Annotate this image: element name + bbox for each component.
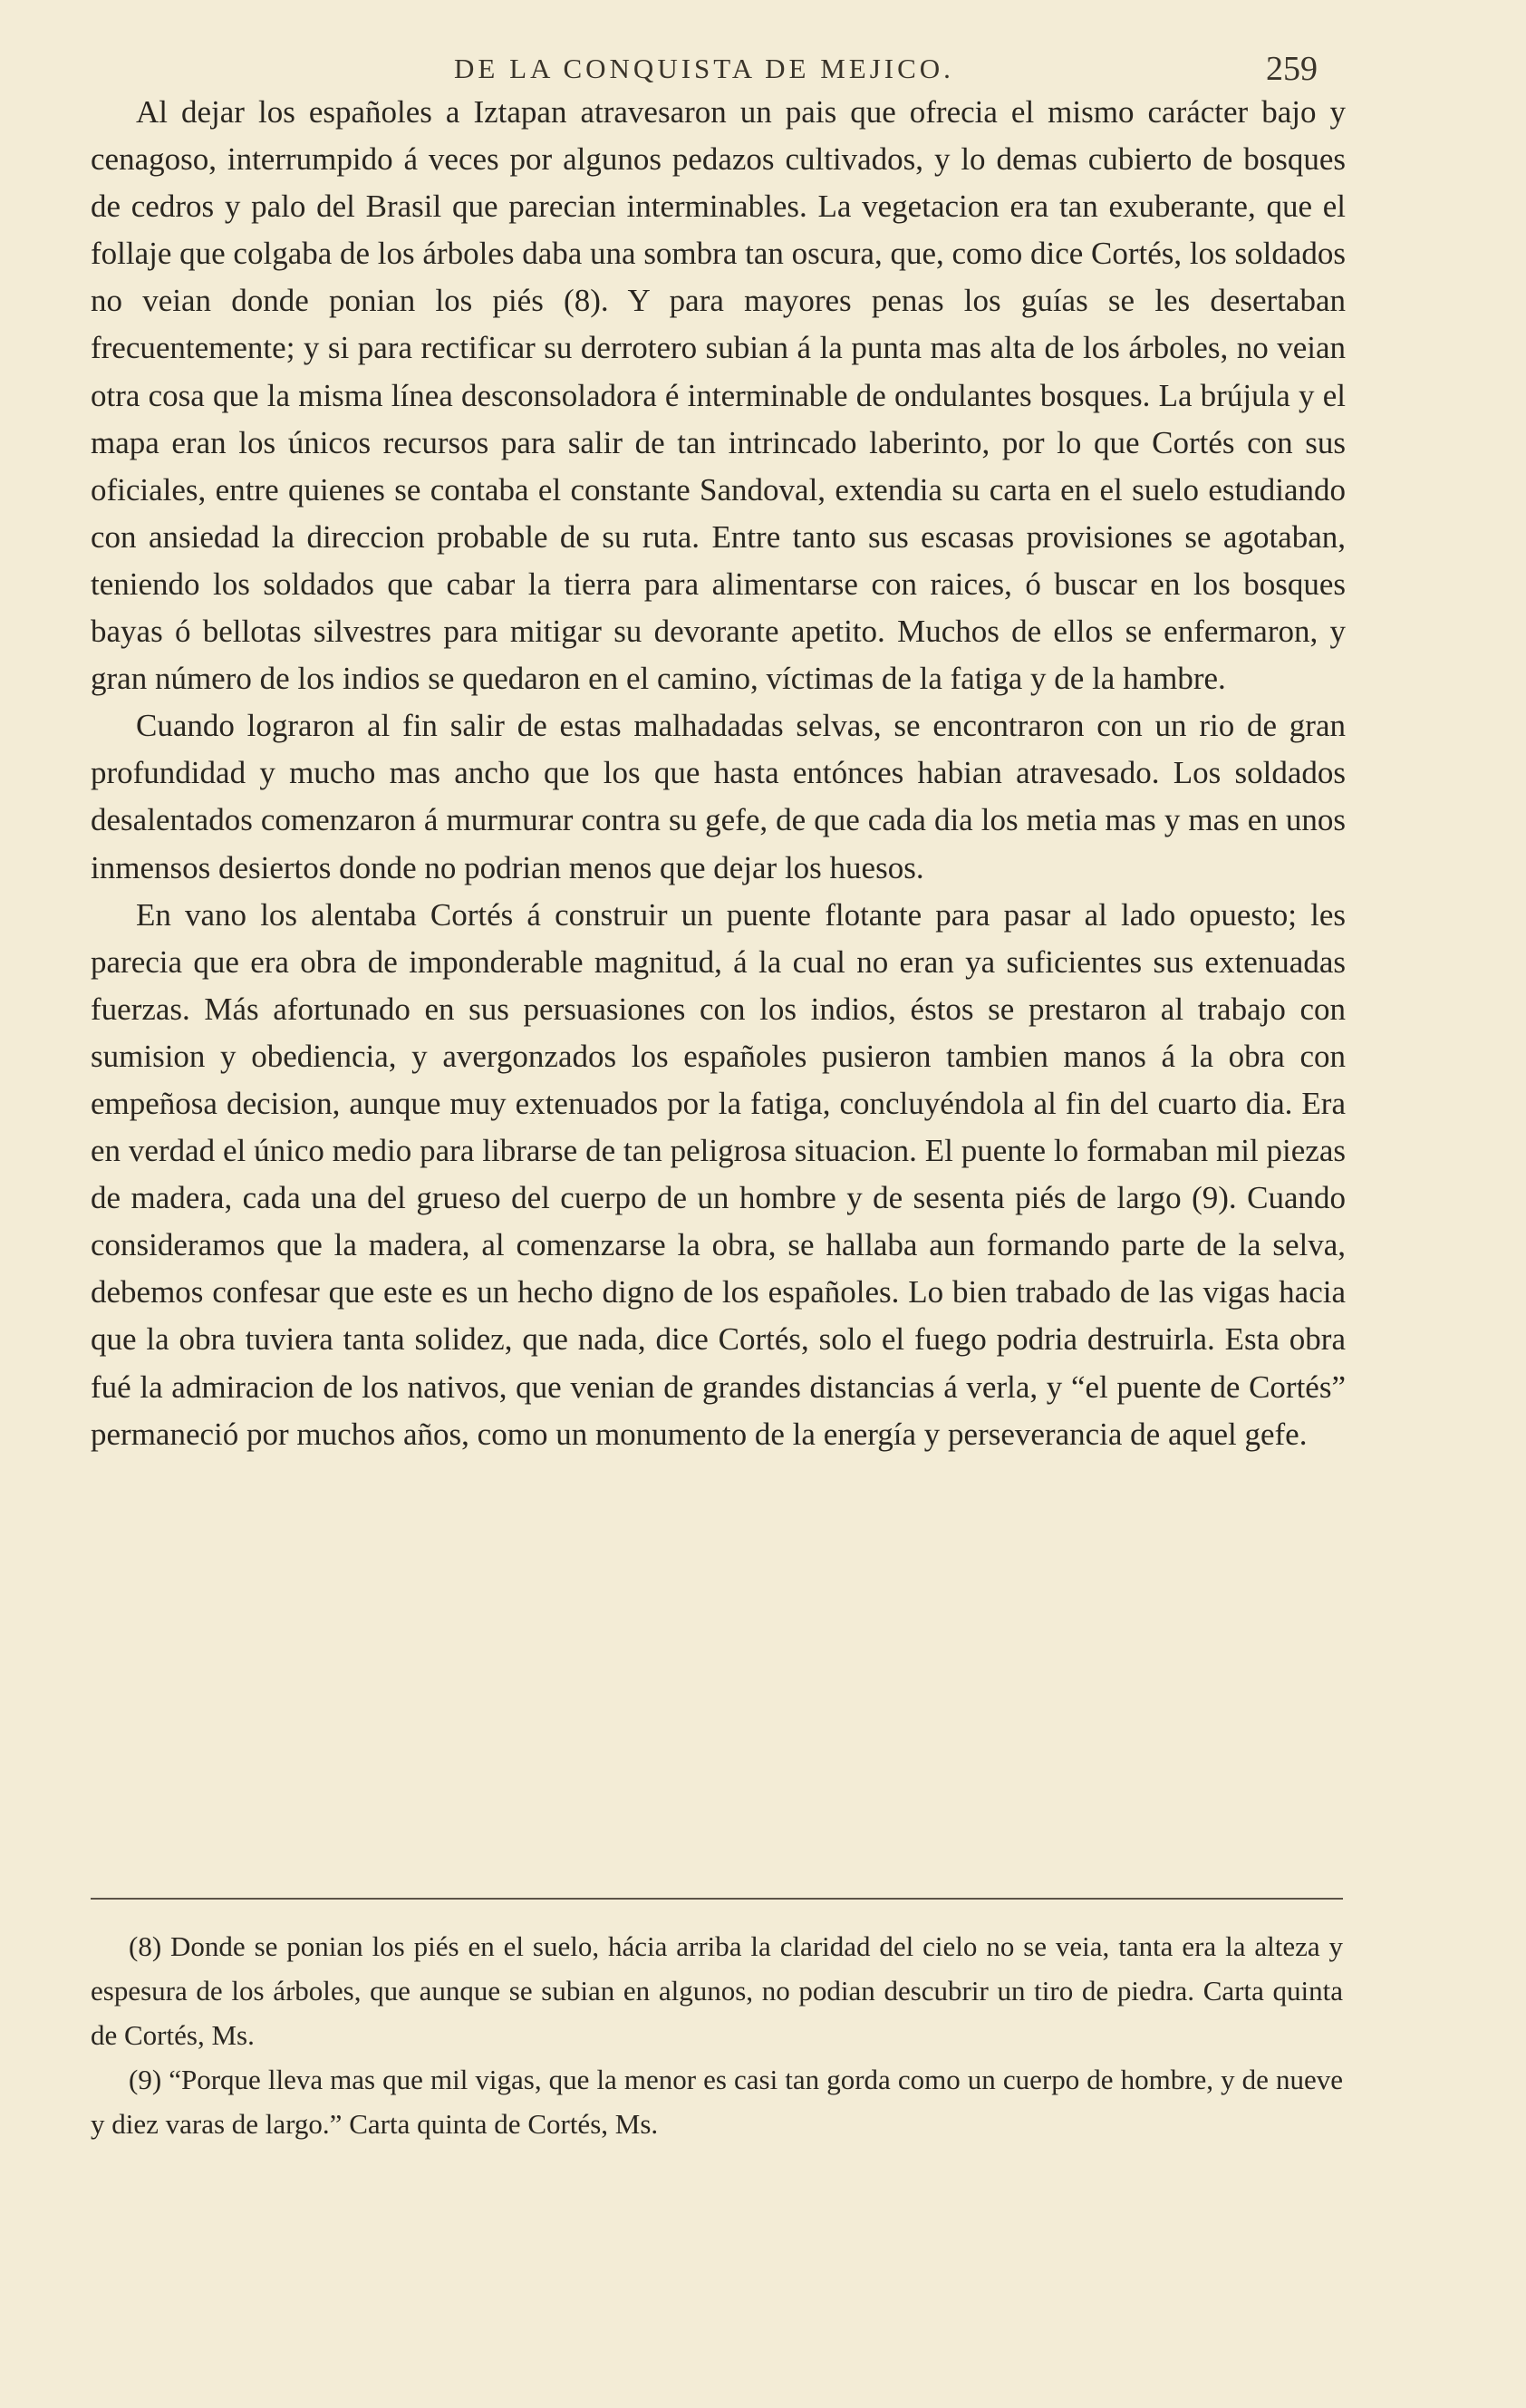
paragraph-3: En vano los alentaba Cortés á construir un puente flotante para pasar al lado opuesto; les parecia que era obra de imponderable magnitud, á la cual no eran ya suficientes sus extenuadas fuerzas. Más afortunado en sus persuasiones con los indios, éstos se prestaron al trabajo con sumision y obediencia, y avergonzados los españoles pusieron tambien manos á la obra con empeñosa decision, aunque muy extenuados por la fatiga, concluyéndola al fin del cuarto dia. Era en verdad el único medio para librarse de tan peligrosa situacion. El puente lo formaban mil piezas de madera, cada una del grueso del cuerpo de un hombre y de sesenta piés de largo (9). Cuando consideramos que la madera, al comenzarse la obra, se hallaba aun formando parte de la selva, debemos confesar que este es un hecho digno de los españoles. Lo bien trabado de las vigas hacia que la obra tuviera tanta solidez, que nada, dice Cortés, solo el fuego podria destruirla. Esta obra fué la admiracion de los nativos, que venian de grandes distancias á verla, y “el puente de Cortés” permaneció por muchos años, como un monumento de la energía y perseverancia de aquel gefe. (91, 896, 1346, 1452)
footnote-divider (91, 1898, 1343, 1900)
footnote-8: (8) Donde se ponian los piés en el suelo, hácia arriba la claridad del cielo no se veia, tanta era la alteza y espesura de los árboles, que aunque se subian en algunos, no podian descubrir un tiro de piedra. Carta quinta de Cortés, Ms. (91, 1930, 1343, 2051)
running-head (91, 50, 1318, 92)
running-title: DE LA CONQUISTA DE MEJICO. (454, 53, 954, 84)
paragraph-2: Cuando lograron al fin salir de estas malhadadas selvas, se encontraron con un rio de gran profundidad y mucho mas ancho que los que hasta entónces habian atravesado. Los soldados desalentados comenzaron á murmurar contra su gefe, de que cada dia los metia mas y mas en unos inmensos desiertos donde no podrian menos que dejar los huesos. (91, 708, 1346, 885)
body-text (91, 89, 1346, 1458)
page-number: 259 (1266, 50, 1318, 88)
paragraph-1: Al dejar los españoles a Iztapan atravesaron un pais que ofrecia el mismo carácter bajo y cenagoso, interrumpido á veces por algunos pedazos cultivados, y lo demas cubierto de bosques de cedros y palo del Brasil que parecian interminables. La vegetacion era tan exuberante, que el follaje que colgaba de los árboles daba una sombra tan oscura, que, como dice Cortés, los soldados no veian donde ponian los piés (8). Y para mayores penas los guías se les desertaban frecuentemente; y si para rectificar su derrotero subian á la punta mas alta de los árboles, no veian otra cosa que la misma línea desconsoladora é interminable de ondulantes bosques. La brújula y el mapa eran los únicos recursos para salir de tan intrincado laberinto, por lo que Cortés con sus oficiales, entre quienes se contaba el constante Sandoval, extendia su carta en el suelo estudiando con ansiedad la direccion probable de su ruta. Entre tanto sus escasas provisiones se agotaban, teniendo los soldados que cabar la tierra para alimentarse con raices, ó buscar en los bosques bayas ó bellotas silvestres para mitigar su devorante apetito. Muchos de ellos se enfermaron, y gran número de los indios se quedaron en el camino, víctimas de la fatiga y de la hambre. (91, 94, 1347, 697)
footnote-9: (9) “Porque lleva mas que mil vigas, que la menor es casi tan gorda como un cuerpo de hombre, y de nueve y diez varas de largo.” Carta quinta de Cortés, Ms. (91, 2064, 1343, 2140)
footnotes (91, 1924, 1343, 2146)
